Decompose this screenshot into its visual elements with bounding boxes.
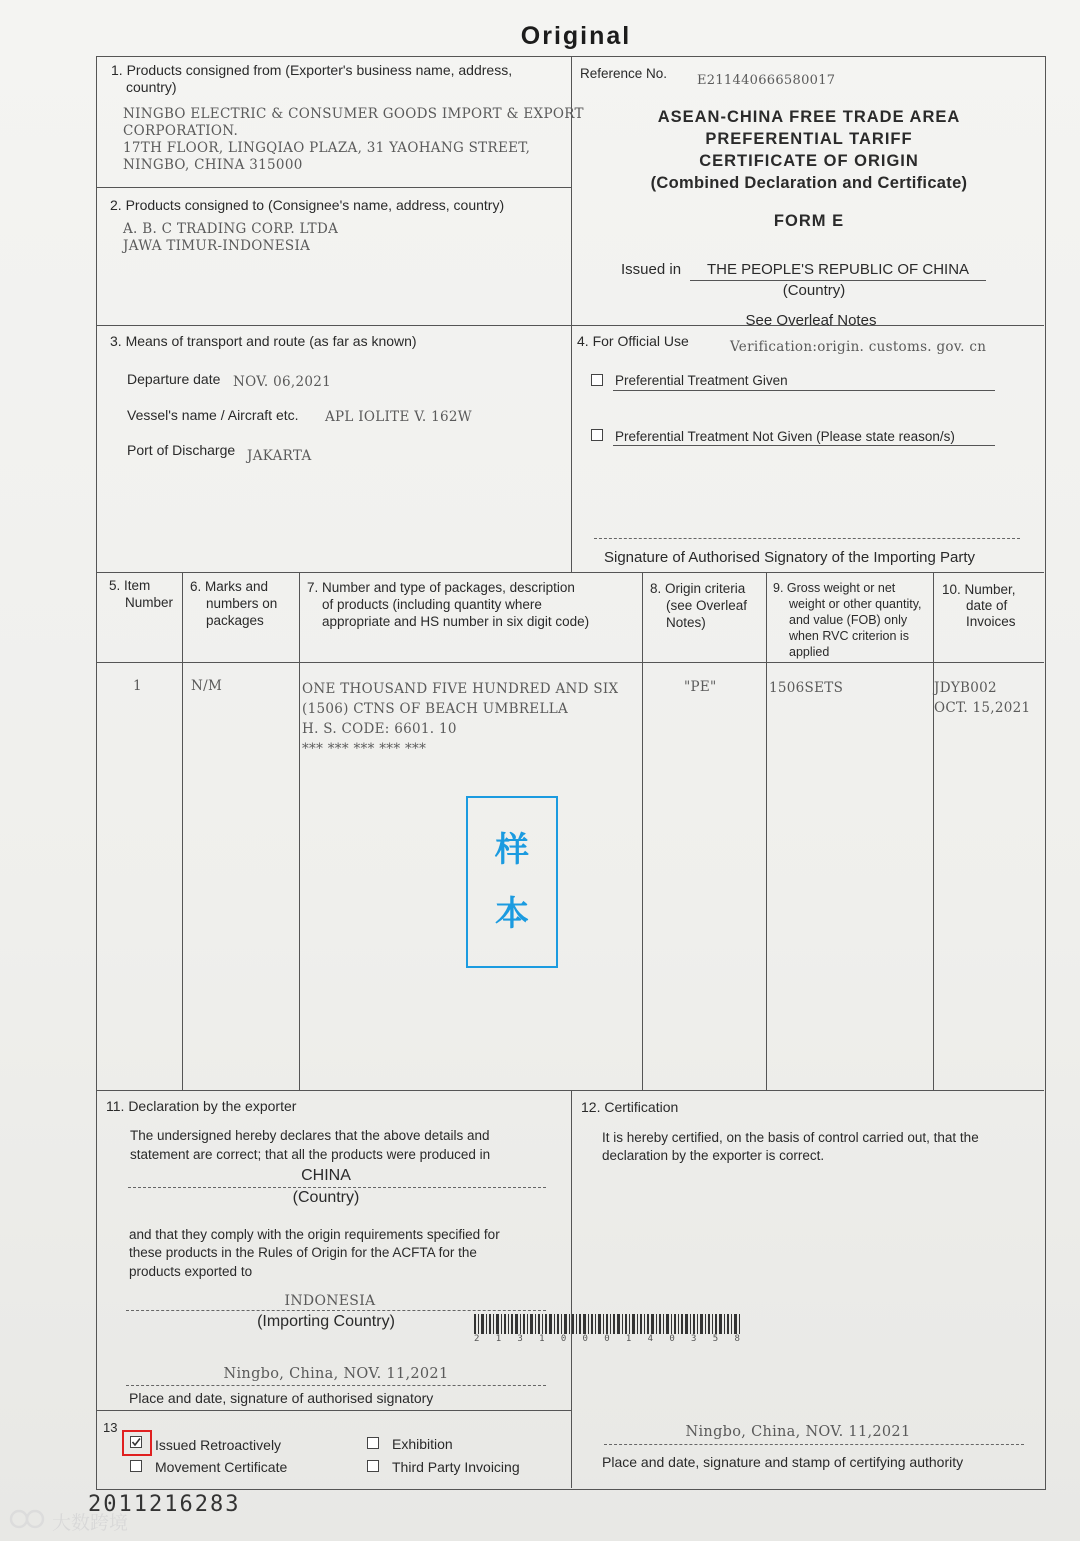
producing-country-line xyxy=(128,1187,546,1188)
issued-retroactively-highlight xyxy=(122,1430,152,1456)
barcode-digit: 3 xyxy=(691,1334,697,1344)
col9-header-5: applied xyxy=(789,645,830,659)
header-line-1: ASEAN-CHINA FREE TRADE AREA xyxy=(657,108,961,126)
exhibition-checkbox[interactable] xyxy=(367,1437,379,1449)
declaration-text-5: products exported to xyxy=(129,1264,253,1279)
preferential-not-given-line xyxy=(613,445,995,446)
grid-col-10 xyxy=(933,572,934,1090)
movement-certificate-label: Movement Certificate xyxy=(155,1459,288,1475)
port-value: JAKARTA xyxy=(247,448,312,464)
watermark-text: 大数跨境 xyxy=(52,1512,129,1534)
port-label: Port of Discharge xyxy=(127,442,236,458)
serial-number: 2011216283 xyxy=(88,1492,241,1517)
issued-in-underline xyxy=(690,280,986,281)
barcode-digits xyxy=(474,1334,740,1344)
form-e-title: FORM E xyxy=(773,212,845,230)
box3-label: 3. Means of transport and route (as far as known) xyxy=(110,333,417,349)
certifier-signature-line xyxy=(604,1444,1024,1445)
col5-header-2: Number xyxy=(125,595,174,610)
col7-header-1: 7. Number and type of packages, description xyxy=(307,580,575,595)
grid-line-vertical-upper xyxy=(571,56,572,572)
certification-text-1: It is hereby certified, on the basis of control carried out, that the xyxy=(602,1130,979,1145)
col6-header-1: 6. Marks and xyxy=(190,579,269,594)
sample-stamp-char-2: 本 xyxy=(495,894,529,934)
barcode-digit: 0 xyxy=(604,1334,610,1344)
preferential-given-line xyxy=(613,390,995,391)
barcode-digit: 3 xyxy=(517,1334,523,1344)
importing-country-line xyxy=(126,1310,546,1311)
preferential-not-given-label: Preferential Treatment Not Given (Please state reason/s) xyxy=(615,429,955,444)
third-party-invoicing-checkbox[interactable] xyxy=(367,1460,379,1472)
col8-header-1: 8. Origin criteria xyxy=(650,581,746,596)
barcode-digit: 1 xyxy=(625,1334,632,1344)
producing-country: CHINA xyxy=(301,1167,351,1184)
grid-line-vertical-lower xyxy=(571,1090,572,1488)
description-line-3: H. S. CODE: 6601. 10 xyxy=(302,721,457,737)
grid-line-h1 xyxy=(97,187,571,188)
overleaf-notes: See Overleaf Notes xyxy=(745,312,877,329)
grid-line-h3 xyxy=(97,572,1044,573)
col7-header-2: of products (including quantity where xyxy=(322,597,542,612)
grid-col-8 xyxy=(642,572,643,1090)
col10-header-2: date of xyxy=(966,598,1008,613)
barcode-digit: 8 xyxy=(734,1334,740,1344)
box1-label: 1. Products consigned from (Exporter's business name, address, xyxy=(111,62,513,78)
barcode-digit: 4 xyxy=(647,1334,654,1344)
barcode-digit: 2 xyxy=(474,1334,480,1344)
quantity-value: 1506SETS xyxy=(769,680,844,696)
vessel-label: Vessel's name / Aircraft etc. xyxy=(127,407,299,423)
issued-retroactively-label: Issued Retroactively xyxy=(155,1437,282,1453)
col7-header-3: appropriate and HS number in six digit code) xyxy=(322,614,590,629)
origin-criteria-value: "PE" xyxy=(684,679,717,695)
grid-col-9 xyxy=(766,572,767,1090)
barcode xyxy=(474,1314,740,1334)
exporter-line-3: 17TH FLOOR, LINGQIAO PLAZA, 31 YAOHANG STREET, xyxy=(123,140,531,156)
declaration-text-4: these products in the Rules of Origin for the ACFTA for the xyxy=(129,1245,477,1260)
col8-header-3: Notes) xyxy=(666,615,706,630)
barcode-digit: 1 xyxy=(495,1334,502,1344)
col8-header-2: (see Overleaf xyxy=(666,598,748,613)
barcode-digit: 5 xyxy=(712,1334,719,1344)
col10-header-1: 10. Number, xyxy=(942,582,1016,597)
preferential-given-label: Preferential Treatment Given xyxy=(615,373,788,388)
barcode-bars xyxy=(474,1314,740,1334)
country-caption: (Country) xyxy=(782,282,846,299)
col9-header-3: and value (FOB) only xyxy=(789,613,908,627)
verification-text: Verification:origin. customs. gov. cn xyxy=(730,339,987,355)
preferential-given-checkbox[interactable] xyxy=(591,374,603,386)
grid-col-6 xyxy=(182,572,183,1090)
header-line-3: CERTIFICATE OF ORIGIN xyxy=(699,152,919,170)
exporter-place-label: Place and date, signature of authorised signatory xyxy=(129,1390,434,1406)
consignee-line-1: A. B. C TRADING CORP. LTDA xyxy=(123,221,339,237)
exporter-line-1: NINGBO ELECTRIC & CONSUMER GOODS IMPORT & EXPORT xyxy=(123,106,584,122)
declaration-text-1: The undersigned hereby declares that the above details and xyxy=(130,1128,490,1143)
reference-number: E211440666580017 xyxy=(697,73,836,88)
importing-country-caption: (Importing Country) xyxy=(257,1313,395,1330)
col6-header-3: packages xyxy=(206,613,264,628)
sample-stamp xyxy=(466,796,558,968)
sample-stamp-char-1: 样 xyxy=(495,830,529,870)
box4-label: 4. For Official Use xyxy=(577,333,689,349)
importing-signature-label: Signature of Authorised Signatory of the Importing Party xyxy=(604,549,976,566)
preferential-not-given-checkbox[interactable] xyxy=(591,429,603,441)
box13-number: 13 xyxy=(103,1420,118,1435)
description-line-4: *** *** *** *** *** xyxy=(302,741,427,757)
exporter-place-date: Ningbo, China, NOV. 11,2021 xyxy=(223,1366,449,1382)
item-number: 1 xyxy=(133,678,142,694)
reference-label: Reference No. xyxy=(580,66,668,81)
exporter-signature-line xyxy=(126,1385,546,1386)
importing-signature-line xyxy=(594,538,1020,539)
certifier-place-label: Place and date, signature and stamp of certifying authority xyxy=(602,1454,964,1470)
barcode-digit: 0 xyxy=(560,1334,567,1344)
marks-value: N/M xyxy=(191,678,223,694)
exhibition-label: Exhibition xyxy=(392,1436,453,1452)
col6-header-2: numbers on xyxy=(206,596,278,611)
barcode-digit: 0 xyxy=(582,1334,588,1344)
issued-in-value: THE PEOPLE'S REPUBLIC OF CHINA xyxy=(706,261,970,278)
exporter-line-4: NINGBO, CHINA 315000 xyxy=(123,157,303,173)
departure-label: Departure date xyxy=(127,371,221,387)
issued-in-label: Issued in xyxy=(621,261,682,278)
box12-label: 12. Certification xyxy=(581,1099,679,1115)
importing-country: INDONESIA xyxy=(284,1293,376,1309)
col9-header-4: when RVC criterion is xyxy=(789,629,909,643)
movement-certificate-checkbox[interactable] xyxy=(130,1460,142,1472)
description-line-1: ONE THOUSAND FIVE HUNDRED AND SIX xyxy=(302,681,619,697)
description-line-2: (1506) CTNS OF BEACH UMBRELLA xyxy=(302,701,569,717)
document-title: Original xyxy=(520,22,632,50)
third-party-invoicing-label: Third Party Invoicing xyxy=(392,1459,520,1475)
certifier-place-date: Ningbo, China, NOV. 11,2021 xyxy=(685,1424,911,1440)
watermark-logo-icon xyxy=(8,1506,48,1532)
col5-header-1: 5. Item xyxy=(109,578,151,593)
exporter-line-2: CORPORATION. xyxy=(123,123,239,139)
declaration-text-3: and that they comply with the origin requirements specified for xyxy=(129,1227,500,1242)
box1-label-cont: country) xyxy=(126,79,177,95)
grid-line-h6 xyxy=(97,1410,571,1411)
invoice-date: OCT. 15,2021 xyxy=(934,700,1031,716)
barcode-digit: 1 xyxy=(539,1334,545,1344)
vessel-value: APL IOLITE V. 162W xyxy=(325,409,472,425)
box11-label: 11. Declaration by the exporter xyxy=(106,1098,297,1114)
producing-country-caption: (Country) xyxy=(292,1189,360,1206)
declaration-text-2: statement are correct; that all the products were produced in xyxy=(130,1147,491,1162)
col10-header-3: Invoices xyxy=(966,614,1016,629)
consignee-line-2: JAWA TIMUR-INDONESIA xyxy=(123,238,311,254)
grid-line-h4 xyxy=(97,662,1044,663)
header-line-4: (Combined Declaration and Certificate) xyxy=(650,174,968,192)
departure-value: NOV. 06,2021 xyxy=(233,374,332,390)
barcode-digit: 0 xyxy=(669,1334,675,1344)
col9-header-1: 9. Gross weight or net xyxy=(773,581,896,595)
col9-header-2: weight or other quantity, xyxy=(789,597,922,611)
grid-col-7 xyxy=(299,572,300,1090)
invoice-number: JDYB002 xyxy=(934,680,997,696)
header-line-2: PREFERENTIAL TARIFF xyxy=(705,130,913,148)
certification-text-2: declaration by the exporter is correct. xyxy=(602,1148,825,1163)
box2-label: 2. Products consigned to (Consignee's name, address, country) xyxy=(110,197,505,213)
